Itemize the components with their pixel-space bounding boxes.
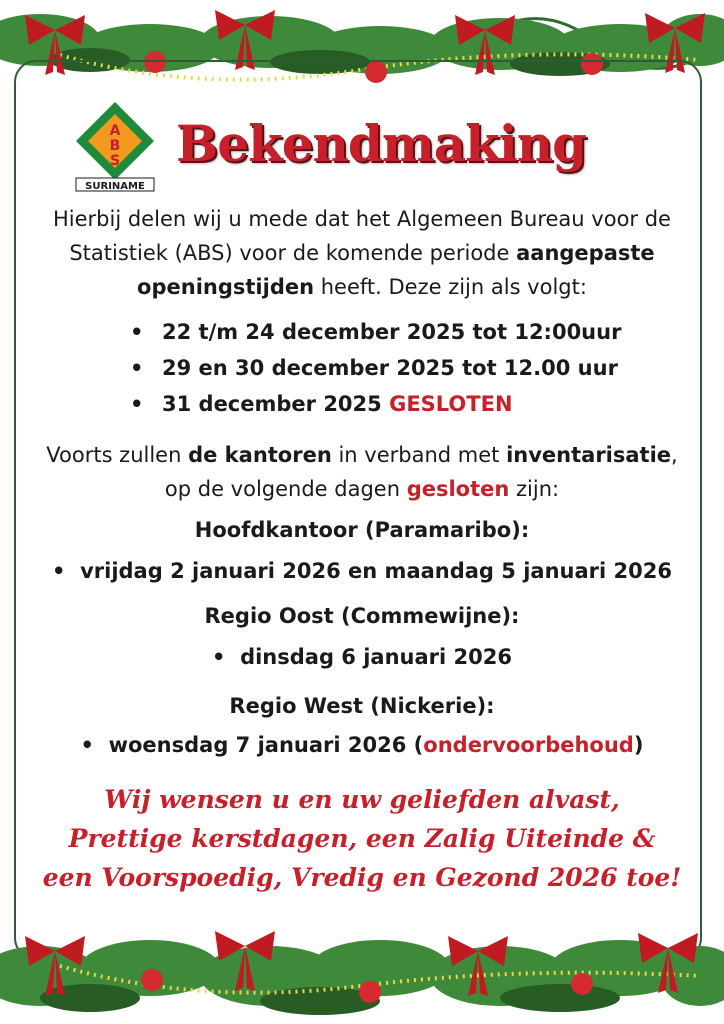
opening-hours-list xyxy=(130,314,690,422)
closed-word: gesloten xyxy=(406,477,510,501)
closure-paragraph: Voorts zullen de kantoren in verband met inventarisatie, op de volgende dagen gesloten zijn: xyxy=(46,443,678,501)
office-title-oost: Regio Oost (Commewijne): xyxy=(204,604,520,628)
list-item: • 31 december 2025 GESLOTEN xyxy=(130,392,513,416)
list-item: • 22 t/m 24 december 2025 tot 12:00uur xyxy=(130,320,622,344)
page-title: Bekendmaking xyxy=(176,114,587,173)
logo-letters: A xyxy=(109,123,121,139)
svg-text:B: B xyxy=(109,138,121,154)
office-title-paramaribo: Hoofdkantoor (Paramaribo): xyxy=(194,518,530,542)
intro-bold: aangepaste openingstijden xyxy=(137,241,655,299)
christmas-garland-bottom xyxy=(0,906,724,1024)
abs-logo xyxy=(74,100,156,192)
season-greeting: Wij wensen u en uw geliefden alvast, Prettige kerstdagen, een Zalig Uiteinde & een Voorspoedig, Vredig en Gezond 2026 toe! xyxy=(42,785,682,892)
intro-paragraph: Hierbij delen wij u mede dat het Algemeen Bureau voor de Statistiek (ABS) voor de komende periode aangepaste openingstijden heeft. Deze zijn als volgt: xyxy=(53,207,671,299)
list-item: • 29 en 30 december 2025 tot 12.00 uur xyxy=(130,356,618,380)
office-date-paramaribo: • vrijdag 2 januari 2026 en maandag 5 januari 2026 xyxy=(52,559,672,583)
svg-text:S: S xyxy=(109,153,121,169)
office-date-oost: • dinsdag 6 januari 2026 xyxy=(212,645,512,669)
closed-label: GESLOTEN xyxy=(389,392,513,416)
logo-subtitle: SURINAME xyxy=(85,181,145,192)
office-date-west: • woensdag 7 januari 2026 (ondervoorbehoud) xyxy=(80,733,644,757)
reservation-note: ondervoorbehoud xyxy=(423,733,634,757)
office-title-west: Regio West (Nickerie): xyxy=(229,694,495,718)
